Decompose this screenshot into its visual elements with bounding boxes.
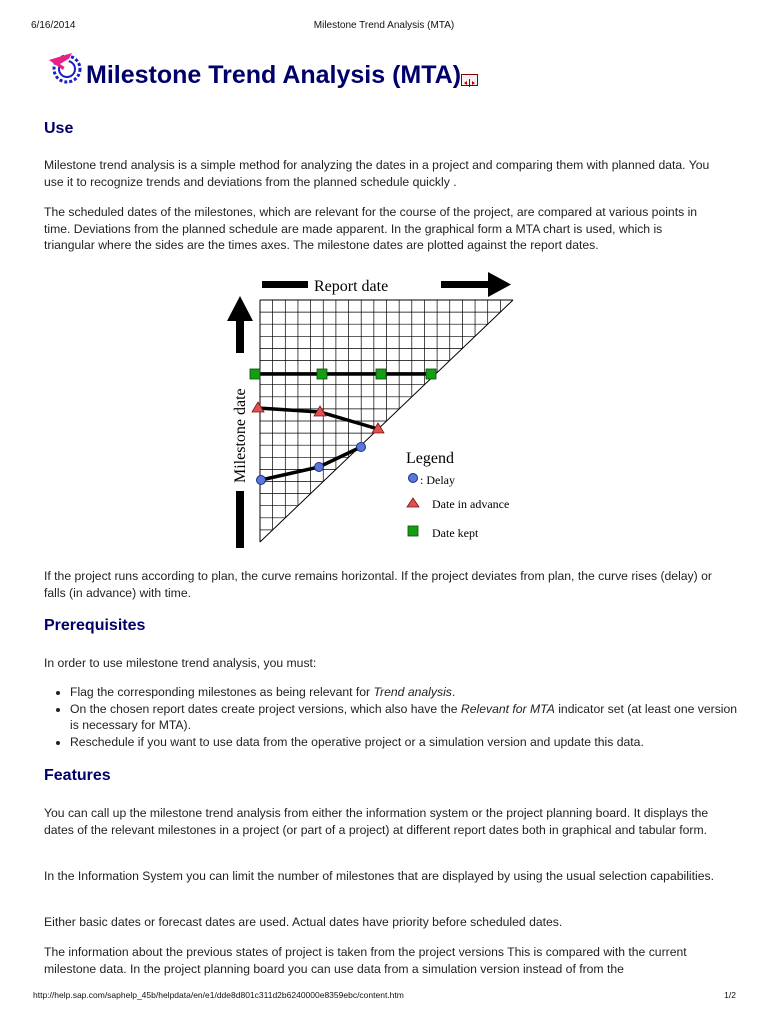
sap-help-logo-icon bbox=[46, 48, 86, 88]
milestone-date-arrow-head bbox=[227, 296, 253, 321]
y-axis-label: Milestone date bbox=[232, 388, 249, 483]
list-item: • Reschedule if you want to use data from the operative project or a simulation version and update this data. bbox=[70, 734, 742, 751]
print-date: 6/16/2014 bbox=[31, 20, 76, 31]
legend-advance-label: Date in advance bbox=[432, 497, 510, 511]
point-delay bbox=[315, 463, 324, 472]
page-title: Milestone Trend Analysis (MTA) bbox=[86, 61, 462, 89]
milestone-date-arrow-shaft bbox=[236, 320, 244, 353]
heading-features: Features bbox=[44, 767, 111, 784]
features-paragraph-1: You can call up the milestone trend analysis from either the information system or the project planning board. It displays the dates of the relevant milestones in a project (or part of a project) at different report dates both in graphical and tabular form. bbox=[44, 806, 709, 837]
prerequisites-intro: In order to use milestone trend analysis, you must: bbox=[44, 656, 317, 670]
expand-icon[interactable] bbox=[461, 74, 478, 86]
point-delay bbox=[357, 443, 366, 452]
legend-delay-marker bbox=[409, 474, 418, 483]
features-paragraph-2: In the Information System you can limit the number of milestones that are displayed by using the usual selection capabilities. bbox=[44, 869, 714, 883]
page-url: http://help.sap.com/saphelp_45b/helpdata/en/e1/dde8d801c311d2b6240000e8359ebc/content.htm bbox=[33, 990, 404, 1000]
point-date-kept bbox=[376, 369, 386, 379]
legend-title: Legend bbox=[406, 450, 454, 467]
use-paragraph-1: Milestone trend analysis is a simple method for analyzing the dates in a project and comparing them with planned data. You use it to recognize trends and deviations from the planned schedule quickly . bbox=[44, 158, 710, 189]
use-paragraph-2: The scheduled dates of the milestones, which are relevant for the course of the project, are compared at various points in time. Deviations from the planned schedule are made apparent. In the graphical form a MTA chart is used, which is triangular where the sides are the times axes. The milestone dates are plotted against the report dates. bbox=[44, 205, 698, 252]
mta-series bbox=[250, 369, 436, 485]
after-figure-paragraph: If the project runs according to plan, the curve remains horizontal. If the project deviates from plan, the curve rises (delay) or falls (in advance) with time. bbox=[44, 569, 712, 600]
point-date-kept bbox=[250, 369, 260, 379]
legend-kept-label: Date kept bbox=[432, 526, 479, 540]
features-paragraph-3: Either basic dates or forecast dates are used. Actual dates have priority before scheduled dates. bbox=[44, 915, 563, 929]
chart-grid bbox=[260, 300, 500, 530]
series-delay-line bbox=[261, 447, 361, 480]
mta-chart bbox=[218, 268, 528, 556]
print-header bbox=[0, 0, 768, 34]
expand-arrows-icon bbox=[462, 78, 477, 88]
report-date-arrow-tail bbox=[262, 281, 308, 288]
milestone-date-arrow-tail bbox=[236, 491, 244, 548]
point-date-kept bbox=[317, 369, 327, 379]
features-paragraph-4: The information about the previous states of project is taken from the project versions This is compared with the current milestone data. In the project planning board you can use data from a simulation version instead of from the bbox=[44, 945, 687, 976]
list-item: • Flag the corresponding milestones as being relevant for Trend analysis. bbox=[70, 684, 742, 701]
list-item: • On the chosen report dates create project versions, which also have the Relevant for MTA indicator set (at least one version is necessary for MTA). bbox=[70, 701, 742, 734]
page-number: 1/2 bbox=[724, 990, 736, 1000]
point-delay bbox=[257, 476, 266, 485]
report-date-arrow-head bbox=[488, 272, 511, 297]
prerequisites-list bbox=[44, 684, 742, 750]
heading-prerequisites: Prerequisites bbox=[44, 617, 146, 634]
legend-advance-marker bbox=[407, 498, 419, 507]
legend-delay-label: : Delay bbox=[420, 473, 455, 487]
x-axis-label: Report date bbox=[314, 278, 389, 295]
print-title: Milestone Trend Analysis (MTA) bbox=[313, 20, 455, 31]
report-date-arrow-shaft bbox=[441, 281, 490, 288]
heading-use: Use bbox=[44, 120, 74, 137]
legend-kept-marker bbox=[408, 526, 418, 536]
point-date-kept bbox=[426, 369, 436, 379]
